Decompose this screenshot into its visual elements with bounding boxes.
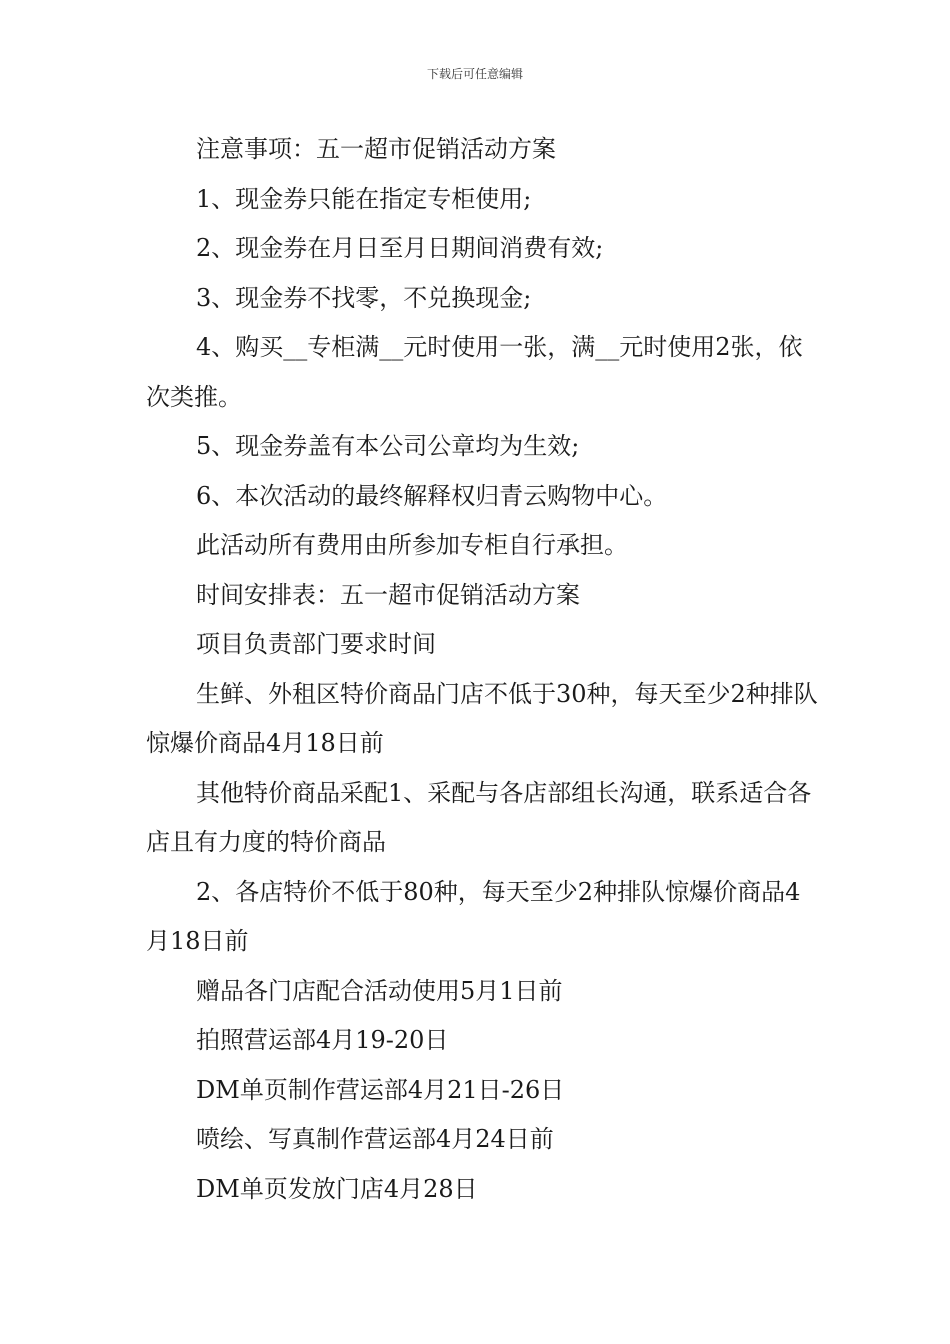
paragraph-notice-title: 注意事项：五一超市促销活动方案 [196,135,556,163]
paragraph-schedule-photo: 拍照营运部4月19-20日 [196,1026,449,1054]
document-body [146,125,818,1214]
page-header-note: 下载后可任意编辑 [426,67,523,81]
paragraph-item-6: 6、本次活动的最终解释权归青云购物中心。 [196,481,668,510]
paragraph-schedule-title: 时间安排表：五一超市促销活动方案 [196,580,580,609]
paragraph-item-5: 5、现金券盖有本公司公章均为生效; [196,432,580,460]
paragraph-schedule-dm-send: DM单页发放门店4月28日 [196,1174,478,1203]
paragraph-cost-note: 此活动所有费用由所参加专柜自行承担。 [196,531,628,559]
paragraph-schedule-header: 项目负责部门要求时间 [196,630,436,658]
paragraph-schedule-print: 喷绘、写真制作营运部4月24日前 [196,1125,554,1153]
paragraph-schedule-stores: 2、各店特价不低于80种，每天至少2种排队惊爆价商品4月18日前 [146,877,801,955]
paragraph-schedule-other: 其他特价商品采配1、采配与各店部组长沟通，联系适合各店且有力度的特价商品 [146,778,812,856]
paragraph-schedule-gifts: 赠品各门店配合活动使用5月1日前 [196,976,563,1005]
paragraph-item-2: 2、现金券在月日至月日期间消费有效; [196,234,604,262]
paragraph-schedule-fresh: 生鲜、外租区特价商品门店不低于30种，每天至少2种排队惊爆价商品4月18日前 [146,679,818,757]
paragraph-item-4: 4、购买__专柜满__元时使用一张，满__元时使用2张，依次类推。 [146,333,803,411]
paragraph-item-1: 1、现金券只能在指定专柜使用; [196,184,532,213]
paragraph-schedule-dm-make: DM单页制作营运部4月21日-26日 [196,1075,565,1104]
paragraph-item-3: 3、现金券不找零，不兑换现金; [196,283,532,312]
